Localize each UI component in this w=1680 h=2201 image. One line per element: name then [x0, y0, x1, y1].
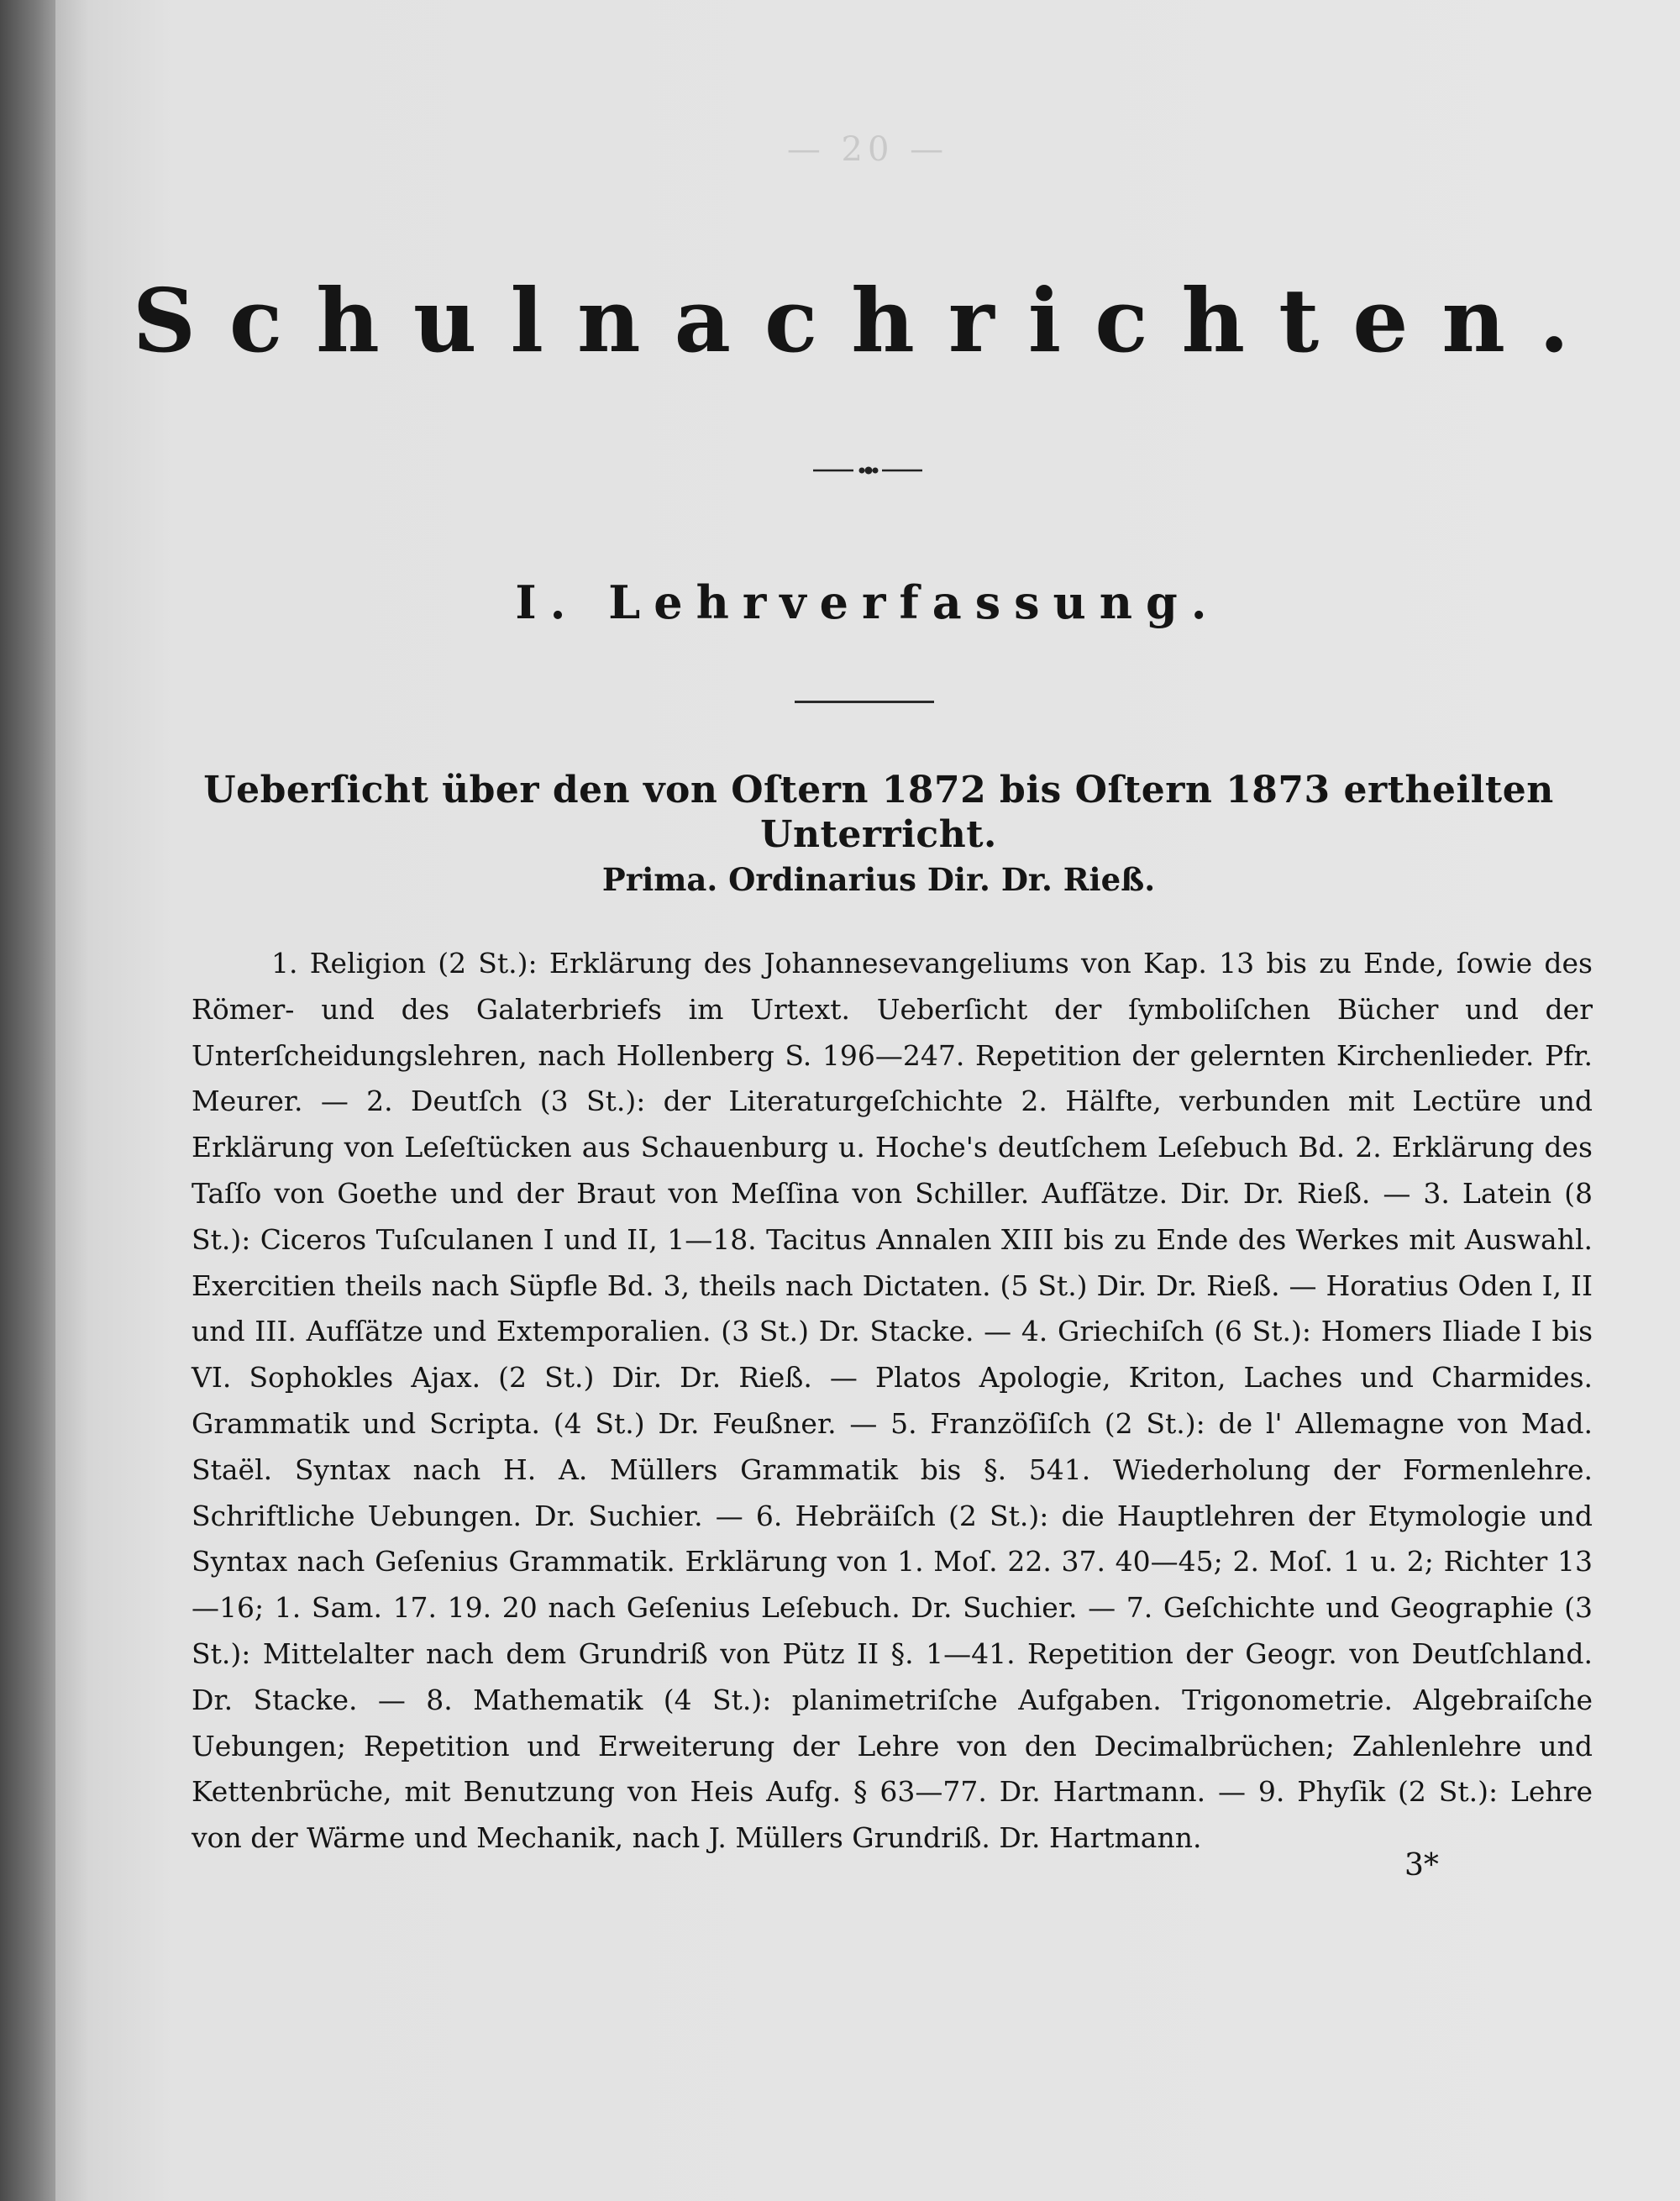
overview-title: Ueberſicht über den von Oſtern 1872 bis Oſtern 1873 ertheilten Unterricht. — [203, 769, 1554, 856]
curriculum-paragraph: 1. Religion (2 St.): Erklärung des Johannesevangeliums von Kap. 13 bis zu Ende, ſowie des Römer- und des Galaterbriefs im Urtext. Ueberſicht der ſymboliſchen Bücher und der Unterſcheidungslehren, nach Hollenberg S. 196—247. Repetition der gelernten Kirchenlieder. Pfr. Meurer. — 2. Deutſch (3 St.): der Literaturgeſchichte 2. Hälfte, verbunden mit Lectüre und Erklärung von Leſeſtücken aus Schauenburg u. Hoche's deutſchem Leſebuch Bd. 2. Erklärung des Taſſo von Goethe und der Braut von Meſſina von Schiller. Aufſätze. Dir. Dr. Rieß. — 3. Latein (8 St.): Ciceros Tuſculanen I und II, 1—18. Tacitus Annalen XIII bis zu Ende des Werkes mit Auswahl. Exercitien theils nach Süpfle Bd. 3, theils nach Dictaten. (5 St.) Dir. Dr. Rieß. — Horatius Oden I, II und III. Aufſätze und Extemporalien. (3 St.) Dr. Stacke. — 4. Griechiſch (6 St.): Homers Iliade I bis VI. Sophokles Ajax. (2 St.) Dir. Dr. Rieß. — Platos Apologie, Kriton, Laches und Charmides. Grammatik und Scripta. (4 St.) Dr. Feußner. — 5. Franzöſiſch (2 St.): de l' Allemagne von Mad. Staël. Syntax nach H. A. Müllers Grammatik bis §. 541. Wiederholung der Formenlehre. Schriftliche Uebungen. Dr. Suchier. — 6. Hebräiſch (2 St.): die Hauptlehren der Etymologie und Syntax nach Geſenius Grammatik. Erklärung von 1. Moſ. 22. 37. 40—45; 2. Moſ. 1 u. 2; Richter 13—16; 1. Sam. 17. 19. 20 nach Geſenius Leſebuch. Dr. Suchier. — 7. Geſchichte und Geographie (3 St.): Mittelalter nach dem Grundriß von Pütz II §. 1—41. Repetition der Geogr. von Deutſchland. Dr. Stacke. — 8. Mathematik (4 St.): planimetriſche Aufgaben. Trigonometrie. Algebraiſche Uebungen; Repetition und Erweiterung der Lehre von den Decimalbrüchen; Zahlenlehre und Kettenbrüche, mit Benutzung von Heis Aufg. § 63—77. Dr. Hartmann. — 9. Phyſik (2 St.): Lehre von der Wärme und Mechanik, nach J. Müllers Grundriß. Dr. Hartmann. — [192, 947, 1593, 1855]
main-title: Schulnachrichten. — [132, 269, 1604, 372]
class-heading: Prima. Ordinarius Dir. Dr. Rieß. — [601, 861, 1156, 898]
section-title: I. Lehrverfassung. — [515, 575, 1221, 629]
ornament-divider — [813, 462, 922, 479]
section-rule — [795, 701, 934, 703]
page-number: — 20 — — [786, 130, 949, 169]
signature-mark: 3* — [1404, 1848, 1439, 1883]
page-edge-shadow — [0, 0, 59, 2201]
document-page — [55, 0, 1680, 2201]
